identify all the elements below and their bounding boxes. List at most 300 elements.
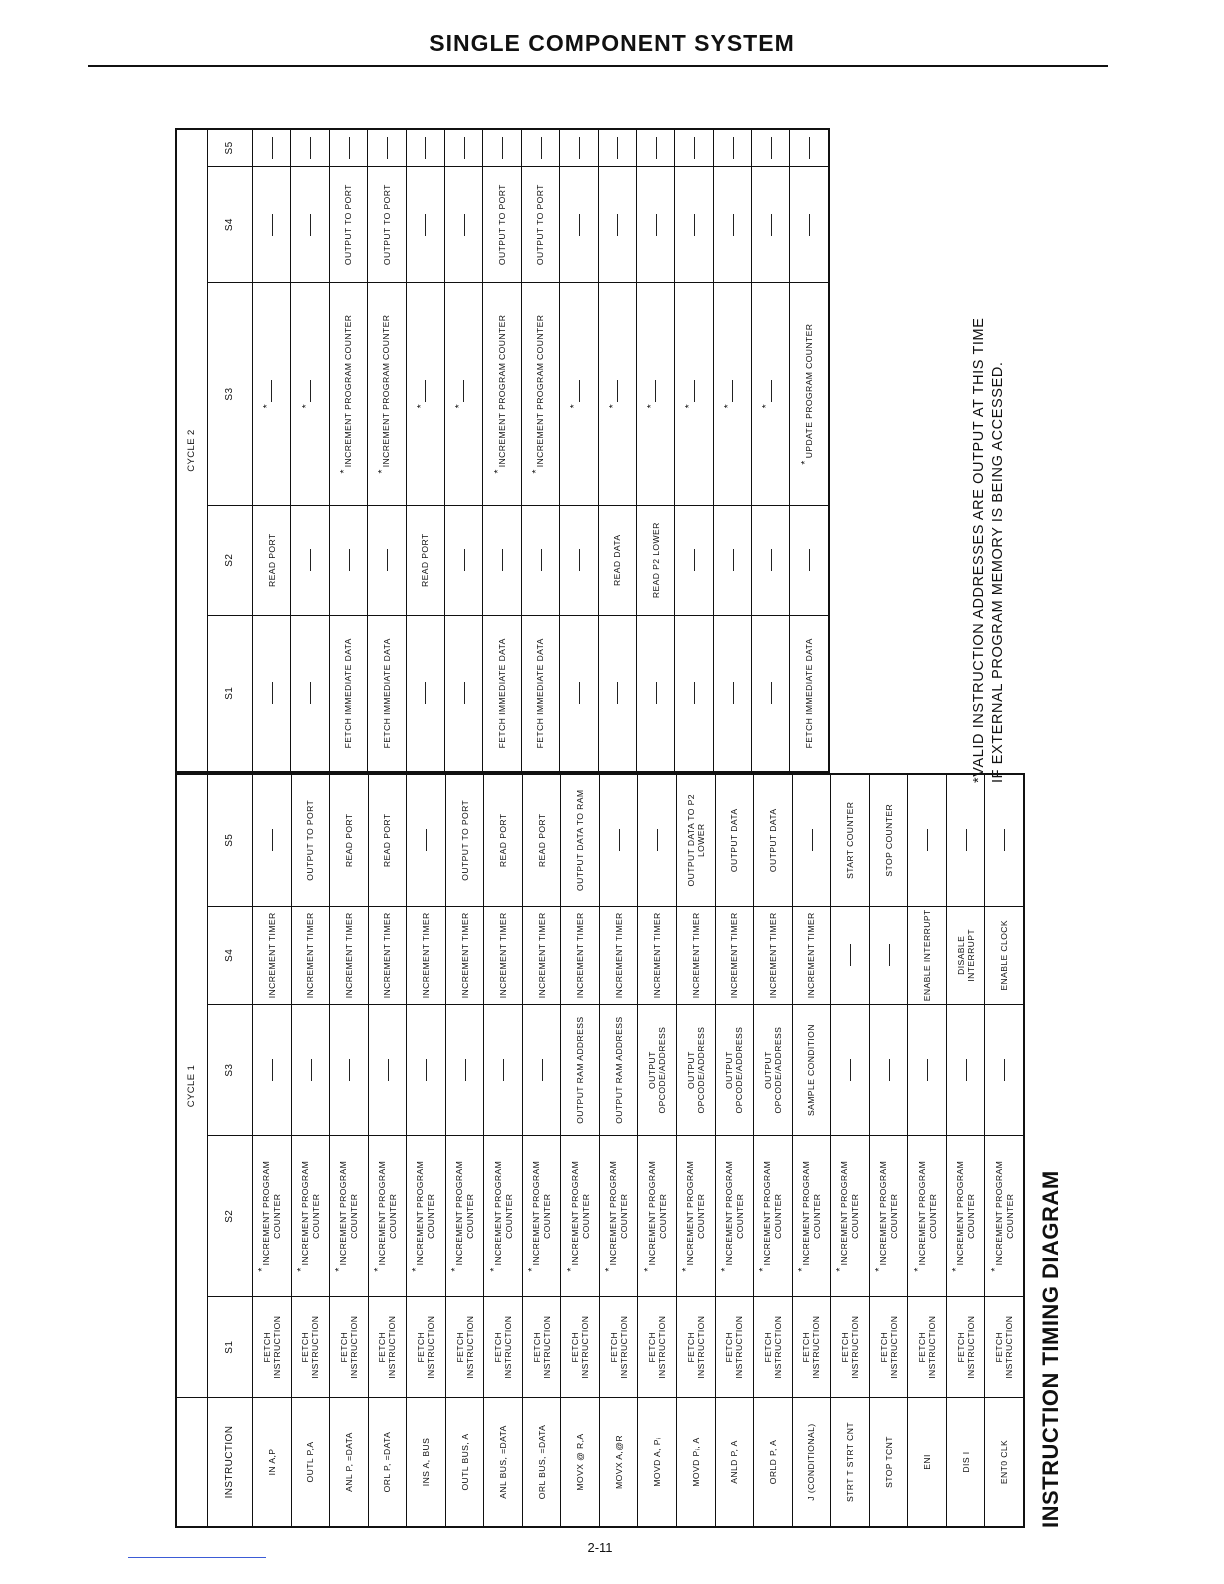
- asterisk-mark: *: [607, 403, 619, 409]
- no-operation-dash: [310, 137, 311, 159]
- cycle2-s4-cell: [598, 166, 636, 283]
- cycle1-s2-cell: [638, 1136, 677, 1297]
- cycle1-s1-cell: [754, 1297, 793, 1398]
- no-operation-dash: [771, 380, 772, 402]
- cycle2-s1: S1: [208, 615, 253, 772]
- cycle1-s4-cell: [522, 906, 561, 1005]
- no-operation-dash: [619, 829, 620, 851]
- cycle2-s4-cell: [253, 166, 291, 283]
- cycle2-s1-cell: [521, 615, 559, 772]
- cycle1-s1-cell-text: FETCH INSTRUCTION: [377, 1315, 398, 1379]
- no-operation-dash: [812, 829, 813, 851]
- header-rule: [88, 65, 1108, 67]
- cycle1-s5-cell: [638, 774, 677, 906]
- table-row: [368, 774, 407, 1527]
- cycle1-s1-cell-text: FETCH INSTRUCTION: [647, 1315, 668, 1379]
- cycle1-s5-cell: [869, 774, 908, 906]
- cycle1-s3-cell-text: OUTPUT OPCODE/ADDRESS: [685, 1026, 706, 1114]
- cycle1-s2-cell: [792, 1136, 831, 1297]
- cycle1-s4-cell: [291, 906, 330, 1005]
- cycle1-s1: S1: [208, 1297, 253, 1398]
- cycle1-s3-cell: [407, 1005, 446, 1136]
- cycle2-s5-cell: [752, 129, 790, 166]
- instruction-cell: MOVX @ R,A: [561, 1398, 600, 1528]
- cycle2-s3-cell: [598, 283, 636, 505]
- cycle1-s2-cell-text: INCREMENT PROGRAM COUNTER: [685, 1160, 707, 1266]
- asterisk-mark: *: [372, 1267, 384, 1272]
- asterisk-mark: *: [377, 469, 389, 474]
- cycle1-s4-cell-text: DISABLE INTERRUPT: [955, 928, 976, 982]
- cycle1-s2-cell: [253, 1136, 292, 1297]
- no-operation-dash: [850, 944, 851, 966]
- cycle1-body: [253, 774, 1025, 1527]
- cycle1-s4-cell: [407, 906, 446, 1005]
- asterisk-mark: *: [758, 1267, 770, 1272]
- no-operation-dash: [541, 549, 542, 571]
- no-operation-dash: [426, 1059, 427, 1081]
- cycle1-s4-cell-text: ENABLE CLOCK: [999, 919, 1010, 991]
- cycle2-s2-cell-text: READ P2 LOWER: [650, 522, 661, 599]
- instruction-cell: ORL P, =DATA: [368, 1398, 407, 1528]
- cycle1-s4-cell: [908, 906, 947, 1005]
- no-operation-dash: [656, 214, 657, 236]
- table-row: [368, 129, 406, 772]
- cycle1-s4-cell: [330, 906, 369, 1005]
- no-operation-dash: [310, 214, 311, 236]
- cycle2-s2-cell: [291, 505, 329, 615]
- table-row: [483, 129, 521, 772]
- cycle1-s2-cell-text: INCREMENT PROGRAM COUNTER: [492, 1160, 514, 1266]
- cycle2-s4-cell: [790, 166, 829, 283]
- no-operation-dash: [694, 682, 695, 704]
- table-row: [560, 129, 598, 772]
- asterisk-mark: *: [684, 403, 696, 409]
- cycle2-s5-cell: [368, 129, 406, 166]
- cycle2-s3-cell-text: INCREMENT PROGRAM COUNTER: [496, 314, 507, 468]
- no-operation-dash: [771, 549, 772, 571]
- cycle1-s5-cell: [330, 774, 369, 906]
- asterisk-mark: *: [604, 1267, 616, 1272]
- asterisk-mark: *: [874, 1267, 886, 1272]
- asterisk-mark: *: [722, 403, 734, 409]
- table-row: [790, 129, 829, 772]
- cycle2-s5-cell: [713, 129, 751, 166]
- cycle2-s2-cell: [713, 505, 751, 615]
- no-operation-dash: [771, 682, 772, 704]
- cycle1-s5-cell: [368, 774, 407, 906]
- cycle1-s2-cell-text: INCREMENT PROGRAM COUNTER: [839, 1160, 861, 1266]
- cycle2-s1-cell: [253, 615, 291, 772]
- cycle2-s3-cell: [675, 283, 713, 505]
- no-operation-dash: [927, 829, 928, 851]
- no-operation-dash: [694, 380, 695, 402]
- table-row: [677, 774, 716, 1527]
- cycle2-body: [253, 129, 830, 772]
- cycle1-s1-cell-text: FETCH INSTRUCTION: [839, 1315, 860, 1379]
- cycle2-s4-cell-text: OUTPUT TO PORT: [535, 184, 546, 266]
- cycle2-s5-cell: [636, 129, 674, 166]
- asterisk-mark: *: [565, 1267, 577, 1272]
- cycle1-s4-cell-text: INCREMENT TIMER: [266, 912, 277, 999]
- asterisk-mark: *: [799, 460, 811, 465]
- footer-line: [128, 1557, 266, 1558]
- cycle2-s1-cell-text: FETCH IMMEDIATE DATA: [497, 638, 508, 749]
- no-operation-dash: [809, 549, 810, 571]
- cycle1-s4-cell: [754, 906, 793, 1005]
- cycle2-s2-cell: [560, 505, 598, 615]
- cycle1-s4-cell-text: INCREMENT TIMER: [767, 912, 778, 999]
- cycle1-s3-cell: [445, 1005, 484, 1136]
- cycle1-s3-cell: [908, 1005, 947, 1136]
- cycle2-s2-cell: [329, 505, 367, 615]
- cycle2-s4-cell: [636, 166, 674, 283]
- cycle1-s5-cell-text: OUTPUT DATA TO RAM: [575, 789, 586, 891]
- asterisk-mark: *: [835, 1267, 847, 1272]
- cycle2-s1-cell-text: FETCH IMMEDIATE DATA: [343, 638, 354, 749]
- cycle1-s1-cell-text: FETCH INSTRUCTION: [338, 1315, 359, 1379]
- cycle1-s2-cell-text: INCREMENT PROGRAM COUNTER: [646, 1160, 668, 1266]
- no-operation-dash: [809, 214, 810, 236]
- cycle1-s1-cell: [599, 1297, 638, 1398]
- cycle2-s4-cell: [291, 166, 329, 283]
- cycle2-s4-cell: [713, 166, 751, 283]
- cycle1-s2-cell: [368, 1136, 407, 1297]
- cycle2-s3-cell: [790, 283, 829, 505]
- no-operation-dash: [889, 1059, 890, 1081]
- cycle1-s3-cell: [253, 1005, 292, 1136]
- cycle1-s5-cell: [946, 774, 985, 906]
- diagram-title: INSTRUCTION TIMING DIAGRAM: [1038, 1170, 1063, 1528]
- cycle1-label: CYCLE 1: [176, 774, 208, 1398]
- cycle2-s3-cell: [521, 283, 559, 505]
- cycle1-s1-cell-text: FETCH INSTRUCTION: [685, 1315, 706, 1379]
- no-operation-dash: [1004, 829, 1005, 851]
- table-row: [330, 774, 369, 1527]
- cycle2-s5-cell: [521, 129, 559, 166]
- cycle1-s2-cell-text: INCREMENT PROGRAM COUNTER: [762, 1160, 784, 1266]
- cycle1-s2-cell: [869, 1136, 908, 1297]
- no-operation-dash: [889, 944, 890, 966]
- cycle1-s1-cell-text: FETCH INSTRUCTION: [724, 1315, 745, 1379]
- table-row: [445, 774, 484, 1527]
- cycle2-s1-cell: [560, 615, 598, 772]
- cycle1-s1-cell-text: FETCH INSTRUCTION: [493, 1315, 514, 1379]
- table-row: [754, 774, 793, 1527]
- cycle1-s1-cell-text: FETCH INSTRUCTION: [801, 1315, 822, 1379]
- no-operation-dash: [966, 1059, 967, 1081]
- cycle1-s4-cell: [869, 906, 908, 1005]
- cycle1-s3-cell: [561, 1005, 600, 1136]
- no-operation-dash: [311, 1059, 312, 1081]
- cycle2-s4-cell-text: OUTPUT TO PORT: [381, 184, 392, 266]
- cycle1-s5-cell: [561, 774, 600, 906]
- table-row: [406, 129, 444, 772]
- no-operation-dash: [502, 137, 503, 159]
- no-operation-dash: [464, 214, 465, 236]
- cycle1-s5-cell-text: START COUNTER: [844, 801, 855, 879]
- cycle1-s5-cell-text: OUTPUT DATA: [729, 808, 740, 873]
- asterisk-mark: *: [530, 469, 542, 474]
- cycle2-s5-cell: [598, 129, 636, 166]
- instruction-cell: DIS I: [946, 1398, 985, 1528]
- asterisk-mark: *: [527, 1267, 539, 1272]
- cycle1-s4-cell-text: INCREMENT TIMER: [420, 912, 431, 999]
- table-row: [407, 774, 446, 1527]
- instruction-cell: INS A, BUS: [407, 1398, 446, 1528]
- no-operation-dash: [349, 137, 350, 159]
- cycle2-s3-cell: [713, 283, 751, 505]
- cycle1-s2-cell: [291, 1136, 330, 1297]
- cycle2-s2-cell: [368, 505, 406, 615]
- cycle1-s1-cell: [330, 1297, 369, 1398]
- no-operation-dash: [310, 380, 311, 402]
- no-operation-dash: [272, 214, 273, 236]
- no-operation-dash: [387, 137, 388, 159]
- table-row: [752, 129, 790, 772]
- no-operation-dash: [272, 682, 273, 704]
- cycle2-s2-cell: [675, 505, 713, 615]
- no-operation-dash: [694, 214, 695, 236]
- cycle1-s2-cell-text: INCREMENT PROGRAM COUNTER: [723, 1160, 745, 1266]
- cycle1-s3-cell: [638, 1005, 677, 1136]
- table-row: [985, 774, 1024, 1527]
- cycle1-s4: S4: [208, 906, 253, 1005]
- asterisk-mark: *: [262, 403, 274, 409]
- cycle2-s3-cell: [329, 283, 367, 505]
- table-row: [946, 774, 985, 1527]
- instruction-cell: MOVD A, Pᵢ: [638, 1398, 677, 1528]
- cycle1-s5-cell: [754, 774, 793, 906]
- cycle2-s4-cell: [368, 166, 406, 283]
- cycle2-s4-cell: [521, 166, 559, 283]
- cycle2-s1-cell: [713, 615, 751, 772]
- asterisk-mark: *: [300, 403, 312, 409]
- asterisk-mark: *: [295, 1267, 307, 1272]
- cycle2-s5-cell: [444, 129, 482, 166]
- no-operation-dash: [733, 137, 734, 159]
- cycle2-s3-cell: [406, 283, 444, 505]
- asterisk-mark: *: [951, 1267, 963, 1272]
- cycle1-s2-cell: [522, 1136, 561, 1297]
- cycle1-s1-cell-text: FETCH INSTRUCTION: [994, 1315, 1015, 1379]
- cycle1-s4-cell-text: ENABLE INTERRUPT: [922, 909, 933, 1002]
- cycle1-s3-cell: [831, 1005, 870, 1136]
- no-operation-dash: [503, 1059, 504, 1081]
- asterisk-mark: *: [912, 1267, 924, 1272]
- asterisk-mark: *: [334, 1267, 346, 1272]
- cycle1-s1-cell: [291, 1297, 330, 1398]
- no-operation-dash: [387, 549, 388, 571]
- instruction-cell: ENT0 CLK: [985, 1398, 1024, 1528]
- cycle1-s1-cell-text: FETCH INSTRUCTION: [531, 1315, 552, 1379]
- cycle1-s4-cell: [831, 906, 870, 1005]
- cycle1-s1-cell-text: FETCH INSTRUCTION: [300, 1315, 321, 1379]
- cycle1-s2-cell-text: INCREMENT PROGRAM COUNTER: [916, 1160, 938, 1266]
- cycle1-s3-cell: [522, 1005, 561, 1136]
- cycle1-s5-cell: [792, 774, 831, 906]
- cycle1-s3-cell-text: OUTPUT OPCODE/ADDRESS: [724, 1026, 745, 1114]
- cycle1-s4-cell-text: INCREMENT TIMER: [343, 912, 354, 999]
- no-operation-dash: [579, 682, 580, 704]
- cycle2-s4-cell: [406, 166, 444, 283]
- no-operation-dash: [464, 137, 465, 159]
- cycle1-s2-cell-text: INCREMENT PROGRAM COUNTER: [299, 1160, 321, 1266]
- instruction-cell: STOP TCNT: [869, 1398, 908, 1528]
- no-operation-dash: [656, 137, 657, 159]
- cycle2-s5-cell: [560, 129, 598, 166]
- cycle1-s2-cell-text: INCREMENT PROGRAM COUNTER: [261, 1160, 283, 1266]
- no-operation-dash: [617, 214, 618, 236]
- cycle2-s5-cell: [675, 129, 713, 166]
- table-row: [291, 774, 330, 1527]
- no-operation-dash: [310, 549, 311, 571]
- cycle1-s5-cell: [677, 774, 716, 906]
- cycle2-s1-cell-text: FETCH IMMEDIATE DATA: [535, 638, 546, 749]
- cycle1-s4-cell: [368, 906, 407, 1005]
- table-row: [444, 129, 482, 772]
- cycle1-s2-cell-text: INCREMENT PROGRAM COUNTER: [608, 1160, 630, 1266]
- cycle2-s1-cell: [329, 615, 367, 772]
- cycle1-s1-cell-text: FETCH INSTRUCTION: [955, 1315, 976, 1379]
- cycle2-s3-cell: [560, 283, 598, 505]
- table-row: [713, 129, 751, 772]
- no-operation-dash: [733, 549, 734, 571]
- cycle1-s4-cell: [599, 906, 638, 1005]
- cycle1-s5-cell: [484, 774, 523, 906]
- asterisk-mark: *: [488, 1267, 500, 1272]
- no-operation-dash: [617, 380, 618, 402]
- cycle1-s1-cell-text: FETCH INSTRUCTION: [570, 1315, 591, 1379]
- cycle2-s3-cell: [253, 283, 291, 505]
- no-operation-dash: [272, 137, 273, 159]
- cycle1-s2: S2: [208, 1136, 253, 1297]
- no-operation-dash: [966, 829, 967, 851]
- cycle1-s3-cell: [754, 1005, 793, 1136]
- no-operation-dash: [617, 682, 618, 704]
- asterisk-mark: *: [454, 403, 466, 409]
- cycle1-s2-cell-text: INCREMENT PROGRAM COUNTER: [376, 1160, 398, 1266]
- no-operation-dash: [349, 1059, 350, 1081]
- table-row: [675, 129, 713, 772]
- cycle1-s2-cell: [831, 1136, 870, 1297]
- cycle1-s2-cell: [599, 1136, 638, 1297]
- cycle1-s4-cell-text: INCREMENT TIMER: [498, 912, 509, 999]
- cycle2-s2-cell: [598, 505, 636, 615]
- cycle2-s4-cell: [329, 166, 367, 283]
- cycle1-s2-cell: [715, 1136, 754, 1297]
- cycle1-s4-cell-text: INCREMENT TIMER: [729, 912, 740, 999]
- cycle2-s1-cell: [636, 615, 674, 772]
- cycle2-s5-cell: [790, 129, 829, 166]
- cycle2-s3-cell: [368, 283, 406, 505]
- instruction-header: INSTRUCTION: [208, 1398, 253, 1528]
- no-operation-dash: [542, 1059, 543, 1081]
- cycle2-s1-cell: [368, 615, 406, 772]
- cycle1-s1-cell: [445, 1297, 484, 1398]
- cycle2-s3-cell-text: INCREMENT PROGRAM COUNTER: [342, 314, 353, 468]
- no-operation-dash: [502, 549, 503, 571]
- table-row: [253, 774, 292, 1527]
- cycle1-s3-cell: [599, 1005, 638, 1136]
- no-operation-dash: [1004, 1059, 1005, 1081]
- cycle2-s2-cell: [521, 505, 559, 615]
- cycle2-s3-cell: [636, 283, 674, 505]
- instruction-cell: ORL BUS, =DATA: [522, 1398, 561, 1528]
- cycle2-s5-cell: [253, 129, 291, 166]
- no-operation-dash: [850, 1059, 851, 1081]
- cycle1-s2-cell-text: INCREMENT PROGRAM COUNTER: [454, 1160, 475, 1266]
- cycle1-s4-cell: [445, 906, 484, 1005]
- table-row: [869, 774, 908, 1527]
- table-row: [792, 774, 831, 1527]
- cycle1-s4-cell: [561, 906, 600, 1005]
- cycle1-s1-cell: [831, 1297, 870, 1398]
- instruction-cell: ORLD P, A: [754, 1398, 793, 1528]
- instruction-cell: ANL BUS, =DATA: [484, 1398, 523, 1528]
- cycle1-s5-cell: [985, 774, 1024, 906]
- table-row: [599, 774, 638, 1527]
- cycle1-s4-cell-text: INCREMENT TIMER: [806, 912, 817, 999]
- cycle1-s4-cell-text: INCREMENT TIMER: [382, 912, 393, 999]
- cycle1-s1-cell-text: FETCH INSTRUCTION: [415, 1315, 436, 1379]
- cycle2-s4-cell: [675, 166, 713, 283]
- asterisk-mark: *: [761, 403, 773, 409]
- no-operation-dash: [271, 380, 272, 402]
- no-operation-dash: [771, 214, 772, 236]
- cycle1-s1-cell-text: FETCH INSTRUCTION: [608, 1315, 629, 1379]
- cycle1-s4-cell-text: INCREMENT TIMER: [536, 912, 547, 999]
- no-operation-dash: [771, 137, 772, 159]
- cycle2-s2-cell: [406, 505, 444, 615]
- cycle2-s2-cell-text: READ PORT: [420, 533, 431, 587]
- cycle1-s5-cell-text: READ PORT: [343, 813, 354, 868]
- cycle1-s5-cell: [253, 774, 292, 906]
- cycle1-s2-cell: [908, 1136, 947, 1297]
- cycle2-s2-cell: [636, 505, 674, 615]
- cycle1-s4-cell: [985, 906, 1024, 1005]
- cycle1-s1-cell: [792, 1297, 831, 1398]
- asterisk-mark: *: [257, 1267, 269, 1272]
- cycle2-s5: S5: [208, 129, 253, 166]
- cycle1-s5-cell: [599, 774, 638, 906]
- cycle1-s3-cell-text: OUTPUT RAM ADDRESS: [613, 1016, 624, 1124]
- asterisk-mark: *: [989, 1267, 1001, 1272]
- no-operation-dash: [465, 1059, 466, 1081]
- no-operation-dash: [694, 137, 695, 159]
- timing-diagram-rotated: [175, 128, 1063, 1528]
- cycle2-s4-cell: [560, 166, 598, 283]
- cycle1-s3: S3: [208, 1005, 253, 1136]
- no-operation-dash: [733, 682, 734, 704]
- no-operation-dash: [272, 1059, 273, 1081]
- cycle1-s3-cell: [715, 1005, 754, 1136]
- cycle2-s1-cell: [790, 615, 829, 772]
- no-operation-dash: [694, 549, 695, 571]
- cycle1-s2-cell: [677, 1136, 716, 1297]
- cycle2-s3-cell-text: INCREMENT PROGRAM COUNTER: [381, 314, 392, 468]
- instruction-cell: ANLD P, A: [715, 1398, 754, 1528]
- cycle1-s4-cell: [484, 906, 523, 1005]
- cycle2-s1-cell: [483, 615, 521, 772]
- no-operation-dash: [349, 549, 350, 571]
- cycle1-s2-cell: [407, 1136, 446, 1297]
- cycle2-s2-cell: [483, 505, 521, 615]
- cycle2-s4-cell-text: OUTPUT TO PORT: [343, 184, 354, 266]
- cycle2-s3: S3: [208, 283, 253, 505]
- cycle1-s2-cell: [985, 1136, 1024, 1297]
- table-row: [484, 774, 523, 1527]
- cycle1-s3-cell: [484, 1005, 523, 1136]
